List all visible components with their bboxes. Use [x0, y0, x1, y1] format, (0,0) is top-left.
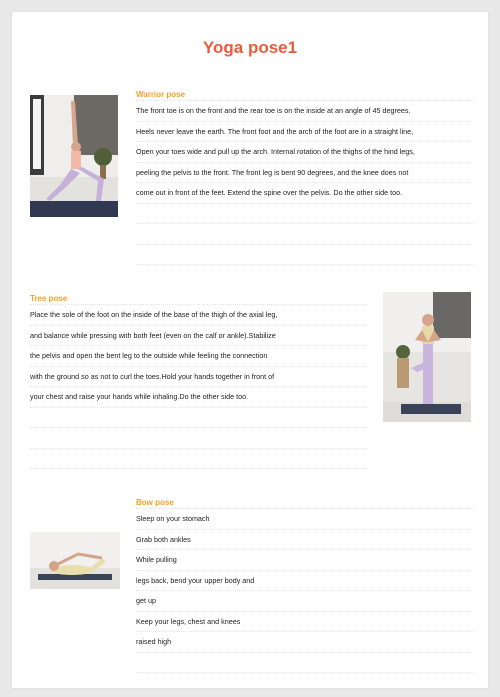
tree-pose-photo — [383, 292, 471, 422]
blank-ruled-line — [136, 245, 474, 266]
bow-pose-section — [136, 498, 474, 673]
warrior-pose-line: peeling the pelvis to the front. The front leg is bent 90 degrees, and the knee does not — [136, 163, 474, 184]
bow-pose-line: get up — [136, 591, 474, 612]
warrior-pose-line: The front toe is on the front and the rear toe is on the inside at an angle of 45 degrees. — [136, 101, 474, 122]
blank-ruled-line — [136, 653, 474, 674]
page-title: Yoga pose1 — [202, 38, 298, 57]
tree-pose-line: your chest and raise your hands while inhaling.Do the other side too. — [30, 387, 368, 408]
bow-pose-line: Grab both ankles — [136, 530, 474, 551]
warrior-pose-line: Heels never leave the earth. The front foot and the arch of the foot are in a straight line, — [136, 122, 474, 143]
blank-ruled-line — [30, 428, 368, 449]
blank-ruled-line — [136, 224, 474, 245]
tree-pose-section — [30, 294, 368, 469]
warrior-pose-line: Open your toes wide and pull up the arch. Internal rotation of the thighs of the hind legs, — [136, 142, 474, 163]
warrior-pose-line: come out in front of the feet. Extend the spine over the pelvis. Do the other side too. — [136, 183, 474, 204]
bow-pose-line: raised high — [136, 632, 474, 653]
tree-pose-line: with the ground so as not to curl the toes.Hold your hands together in front of — [30, 367, 368, 388]
tree-pose-line: and balance while pressing with both feet (even on the calf or ankle).Stabilize — [30, 326, 368, 347]
bow-pose-heading: Bow pose — [136, 498, 474, 509]
bow-pose-line: Keep your legs, chest and knees — [136, 612, 474, 633]
tree-pose-line: the pelvis and open the bent leg to the outside while feeling the connection — [30, 346, 368, 367]
bow-pose-photo — [30, 532, 120, 589]
blank-ruled-line — [30, 449, 368, 470]
blank-ruled-line — [136, 204, 474, 225]
warrior-pose-photo — [30, 95, 118, 217]
warrior-pose-heading: Warrior pose — [136, 90, 474, 101]
document-page — [12, 12, 488, 688]
tree-pose-heading: Tree pose — [30, 294, 368, 305]
warrior-pose-section — [136, 90, 474, 265]
bow-pose-line: Sleep on your stomach — [136, 509, 474, 530]
tree-pose-line: Place the sole of the foot on the inside of the base of the thigh of the axial leg, — [30, 305, 368, 326]
bow-pose-line: While pulling — [136, 550, 474, 571]
bow-pose-line: legs back, bend your upper body and — [136, 571, 474, 592]
blank-ruled-line — [30, 408, 368, 429]
